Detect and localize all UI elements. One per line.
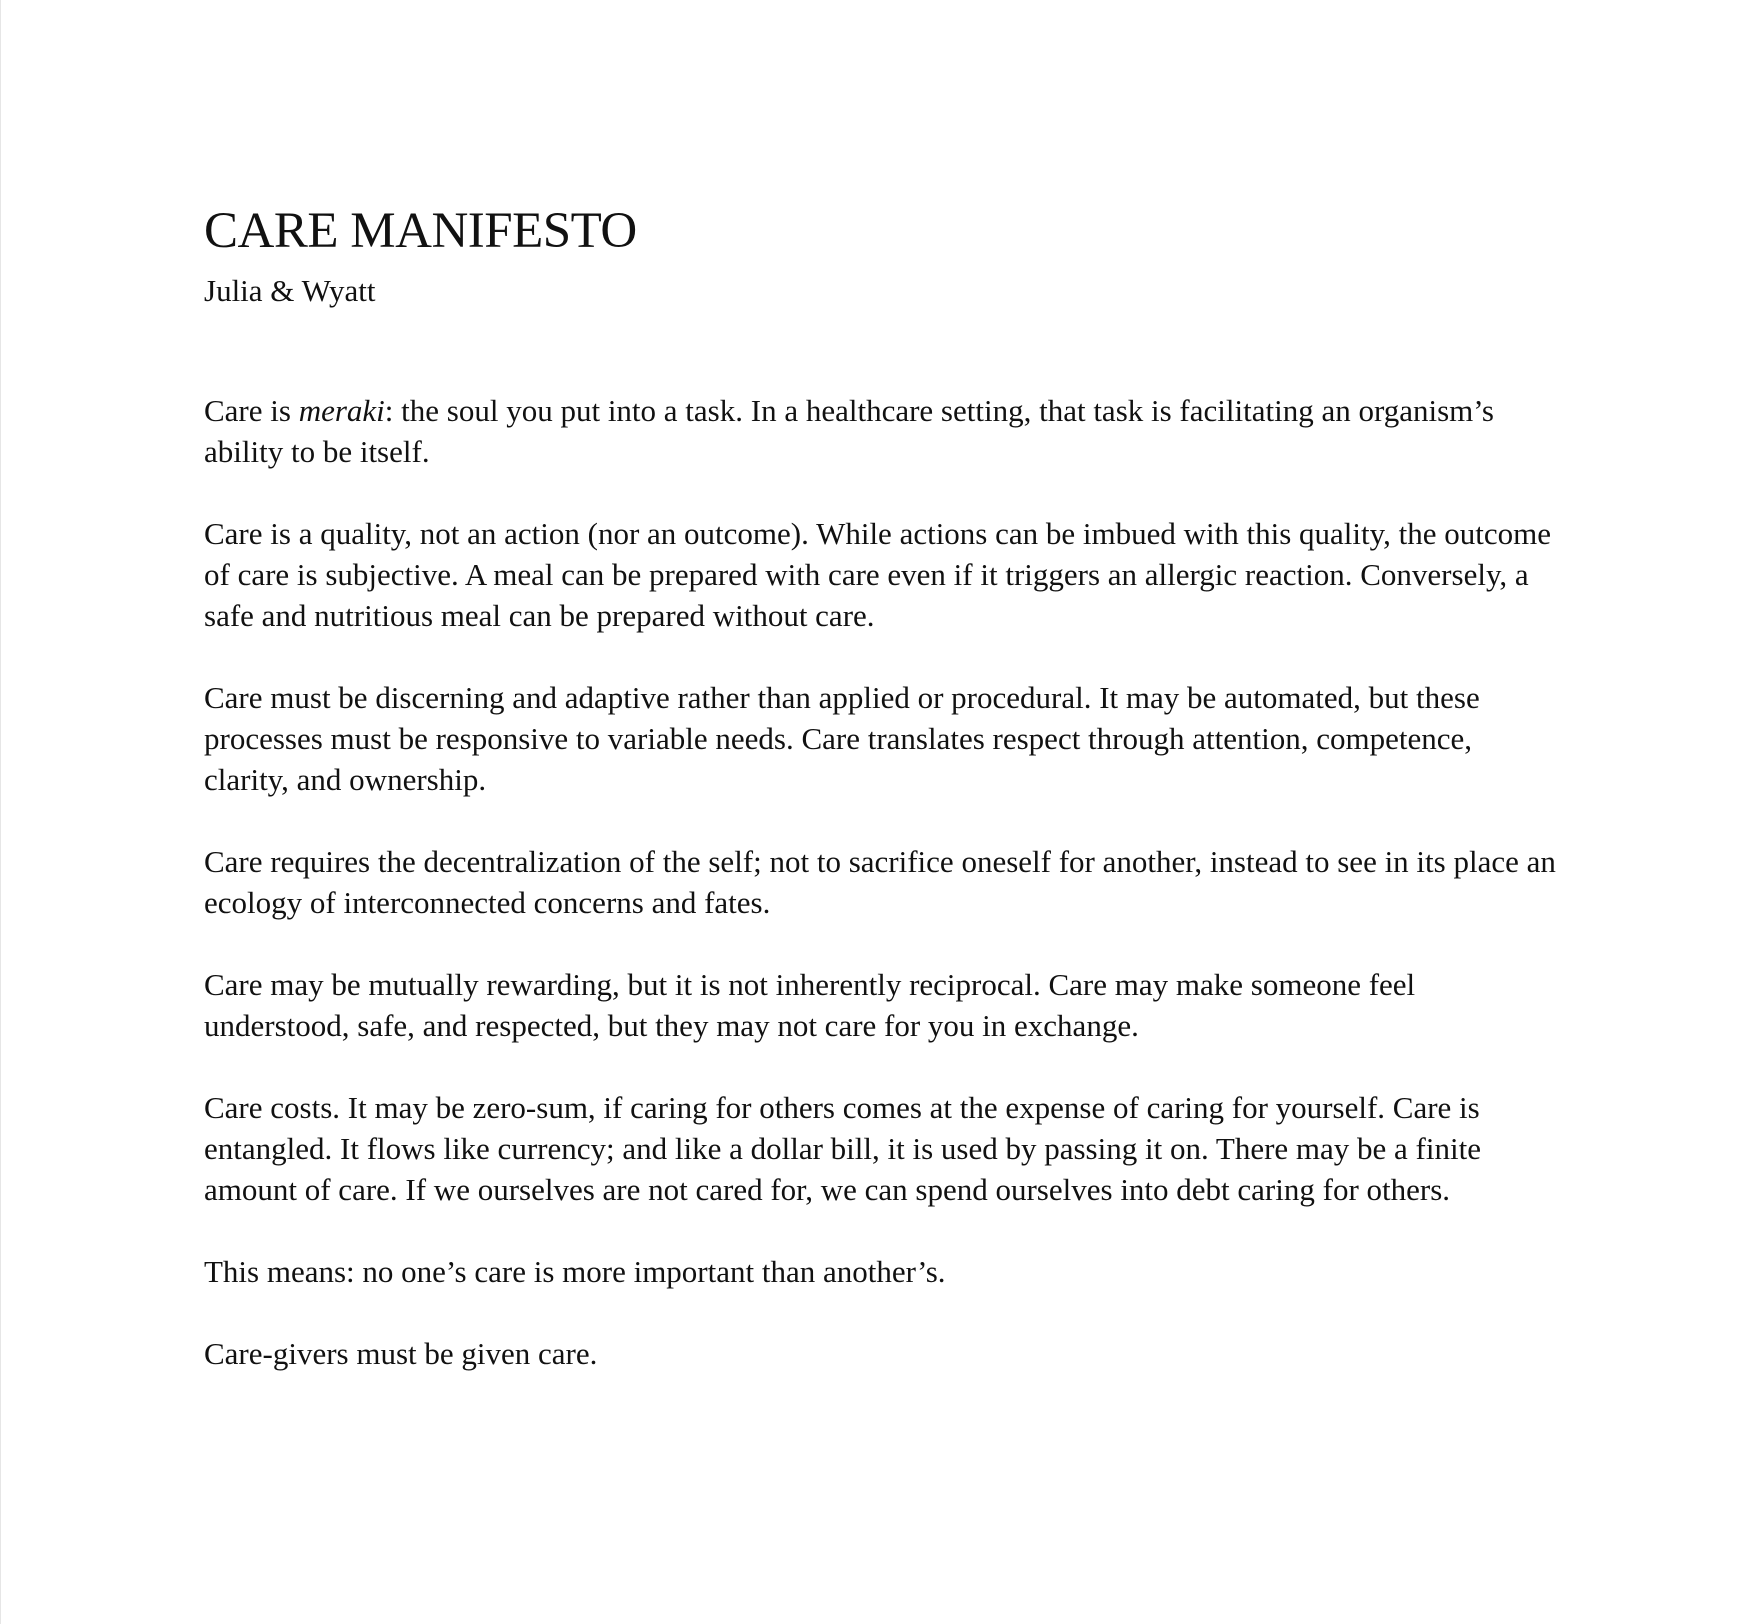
meraki-emphasis: meraki [298,393,385,428]
paragraph-costs: Care costs. It may be zero-sum, if caring for others comes at the expense of caring for yourself. Care is entangled. It flows like currency; and like a dollar bill, it is used by passing it on. There may be a finite amount of care. If we ourselves are not cared for, we can spend ourselves into debt caring for others. [204,1090,1481,1207]
paragraph-meraki [204,390,1564,472]
paragraph-quality: Care is a quality, not an action (nor an outcome). While actions can be imbued with this quality, the outcome of care is subjective. A meal can be prepared with care even if it triggers an allergic reaction. Conversely, a safe and nutritious meal can be prepared without care. [204,516,1551,633]
paragraph-discerning: Care must be discerning and adaptive rather than applied or procedural. It may be automated, but these processes must be responsive to variable needs. Care translates respect through attention, competence, clarity, and ownership. [204,680,1480,797]
document-authors: Julia & Wyatt [204,273,376,308]
paragraph-this-means: This means: no one’s care is more important than another’s. [204,1254,946,1289]
paragraph-reciprocal: Care may be mutually rewarding, but it is not inherently reciprocal. Care may make someone feel understood, safe, and respected, but they may not care for you in exchange. [204,967,1416,1043]
paragraph-meraki-prefix: Care is [204,393,299,428]
document-body [204,390,1564,1374]
paragraph-decentralization: Care requires the decentralization of the self; not to sacrifice oneself for another, instead to see in its place an ecology of interconnected concerns and fates. [204,844,1556,920]
document-content [204,200,1564,1415]
paragraph-care-givers: Care-givers must be given care. [204,1336,598,1371]
paragraph-meraki-suffix: : the soul you put into a task. In a healthcare setting, that task is facilitating an organism’s ability to be itself. [204,393,1494,469]
document-title: CARE MANIFESTO [204,203,637,259]
